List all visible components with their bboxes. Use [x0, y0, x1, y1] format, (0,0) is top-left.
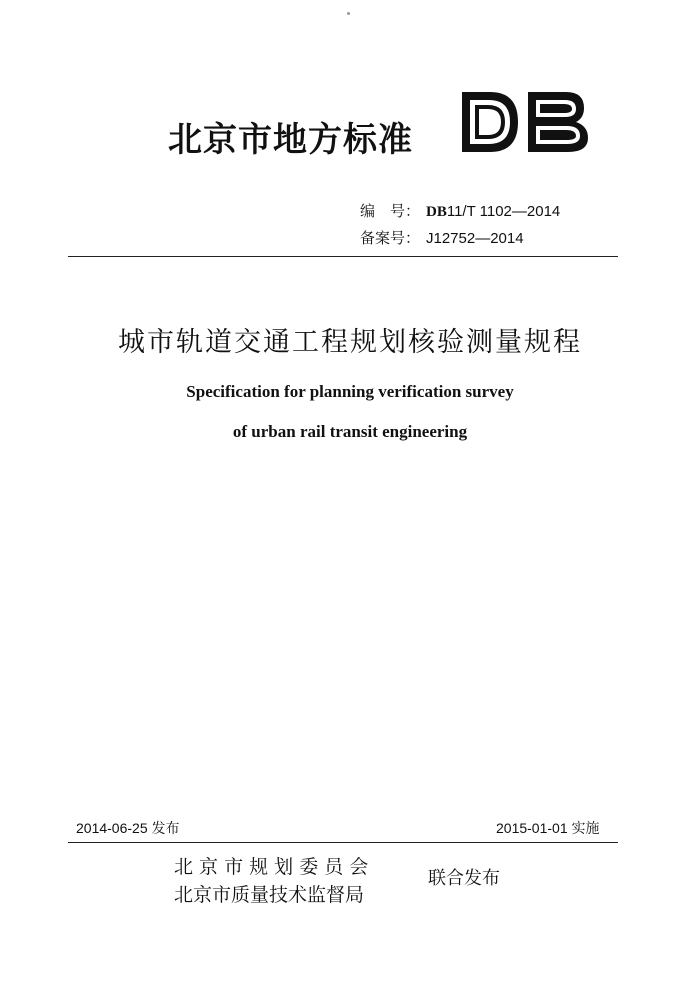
- header-title: 北京市地方标准: [168, 120, 413, 160]
- top-divider: [68, 256, 618, 257]
- bottom-divider: [68, 842, 618, 843]
- standard-number: [360, 200, 560, 221]
- title-english-line2: of urban rail transit engineering: [232, 422, 468, 441]
- title-english-line1: Specification for planning verification survey: [186, 382, 514, 401]
- issuer-planning-commission: 北 京 市 规 划 委 员 会: [174, 856, 369, 878]
- publish-date: 2014-06-25 发布: [76, 820, 180, 836]
- implement-date: 2015-01-01 实施: [496, 820, 600, 836]
- standard-number-value: 11/T 1102—2014: [446, 203, 561, 220]
- standard-number-label: 编 号：: [360, 202, 421, 220]
- standard-number-prefix: DB: [426, 204, 447, 220]
- record-number-label: 备案号：: [360, 229, 421, 247]
- issuer-quality-bureau: 北京市质量技术监督局: [174, 884, 365, 906]
- record-number-value: J12752—2014: [426, 230, 524, 247]
- title-chinese: 城市轨道交通工程规划核验测量规程: [118, 327, 582, 358]
- db-logo: [456, 86, 596, 158]
- joint-release-label: 联合发布: [428, 868, 500, 889]
- scan-dot: [347, 12, 350, 15]
- record-number: [360, 227, 524, 248]
